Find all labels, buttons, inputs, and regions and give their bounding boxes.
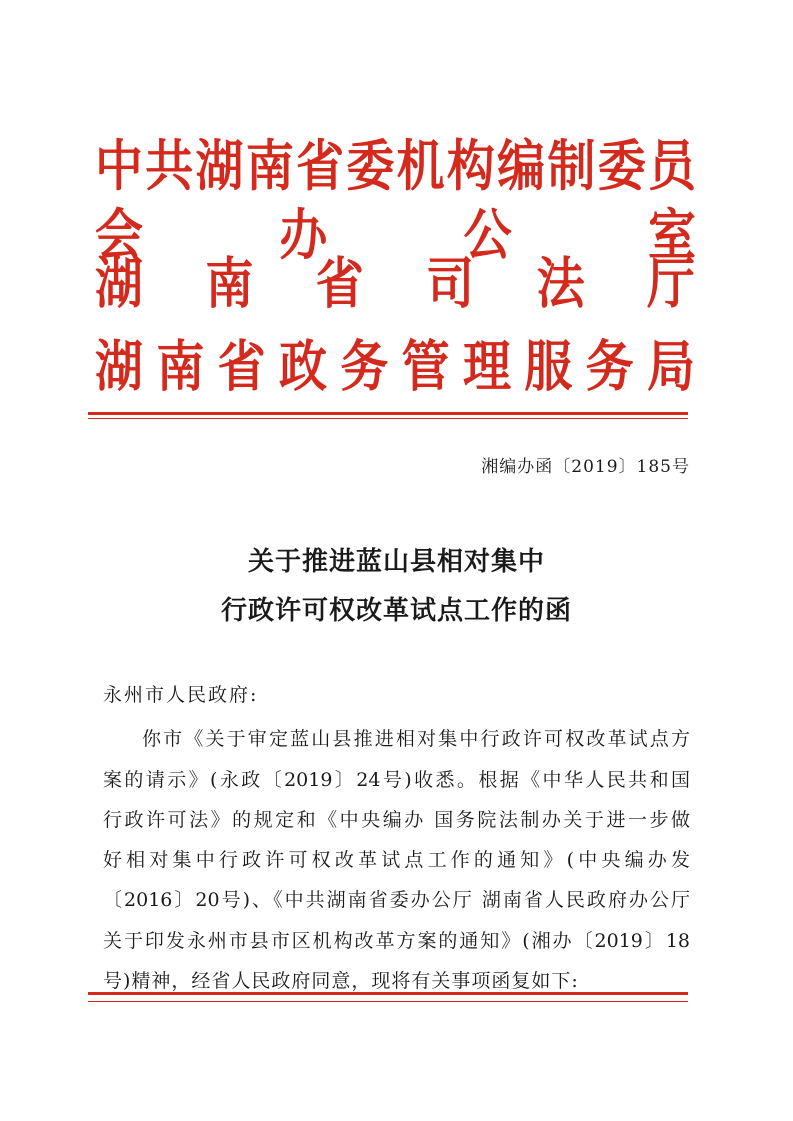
org-char: 湖	[95, 251, 144, 317]
org-char: 湖	[95, 334, 144, 400]
org-char: 务	[585, 334, 634, 400]
body-text-line: 案的请示》(永政〔2019〕24号)收悉。根据《中华人民共和国	[103, 769, 690, 791]
issuing-org-name: 中共湖南省委机构编制委员会办公室	[95, 134, 695, 268]
salutation: 永州市人民政府:	[103, 684, 259, 706]
document-title-line-2: 行政许可权改革试点工作的函	[220, 596, 572, 626]
org-char: 厅	[646, 251, 695, 317]
body-text-line: 号)精神，经省人民政府同意，现将有关事项函复如下:	[103, 970, 579, 992]
body-text-line: 行政许可法》的规定和《中央编办 国务院法制办关于进一步做	[103, 809, 690, 831]
issuing-org-line-3	[95, 334, 695, 400]
body-text-line: 你市《关于审定蓝山县推进相对集中行政许可权改革试点方	[142, 728, 690, 750]
org-char: 省	[217, 334, 266, 400]
footer-divider-thick	[88, 992, 688, 995]
issuing-org-line-2	[95, 251, 695, 317]
org-char: 省	[315, 251, 364, 317]
org-char: 政	[278, 334, 327, 400]
issuing-org-line-1	[95, 134, 695, 268]
org-char: 南	[205, 251, 254, 317]
org-char: 局	[646, 334, 695, 400]
header-divider-thick	[88, 412, 688, 415]
header-divider-thin	[88, 418, 688, 419]
document-number: 湘编办函〔2019〕185号	[481, 457, 690, 477]
footer-divider-thin	[88, 1001, 688, 1002]
body-text-line: 关于印发永州市县市区机构改革方案的通知》(湘办〔2019〕18	[103, 930, 690, 952]
org-char: 法	[536, 251, 585, 317]
org-char: 理	[462, 334, 511, 400]
org-char: 务	[340, 334, 389, 400]
body-text-line: 〔2016〕20号)、《中共湖南省委办公厅 湖南省人民政府办公厅	[103, 889, 690, 911]
org-char: 司	[426, 251, 475, 317]
document-title-line-1: 关于推进蓝山县相对集中	[247, 547, 545, 577]
org-char: 管	[401, 334, 450, 400]
org-char: 南	[156, 334, 205, 400]
body-text-line: 好相对集中行政许可权改革试点工作的通知》(中央编办发	[103, 849, 690, 871]
org-char: 服	[524, 334, 573, 400]
